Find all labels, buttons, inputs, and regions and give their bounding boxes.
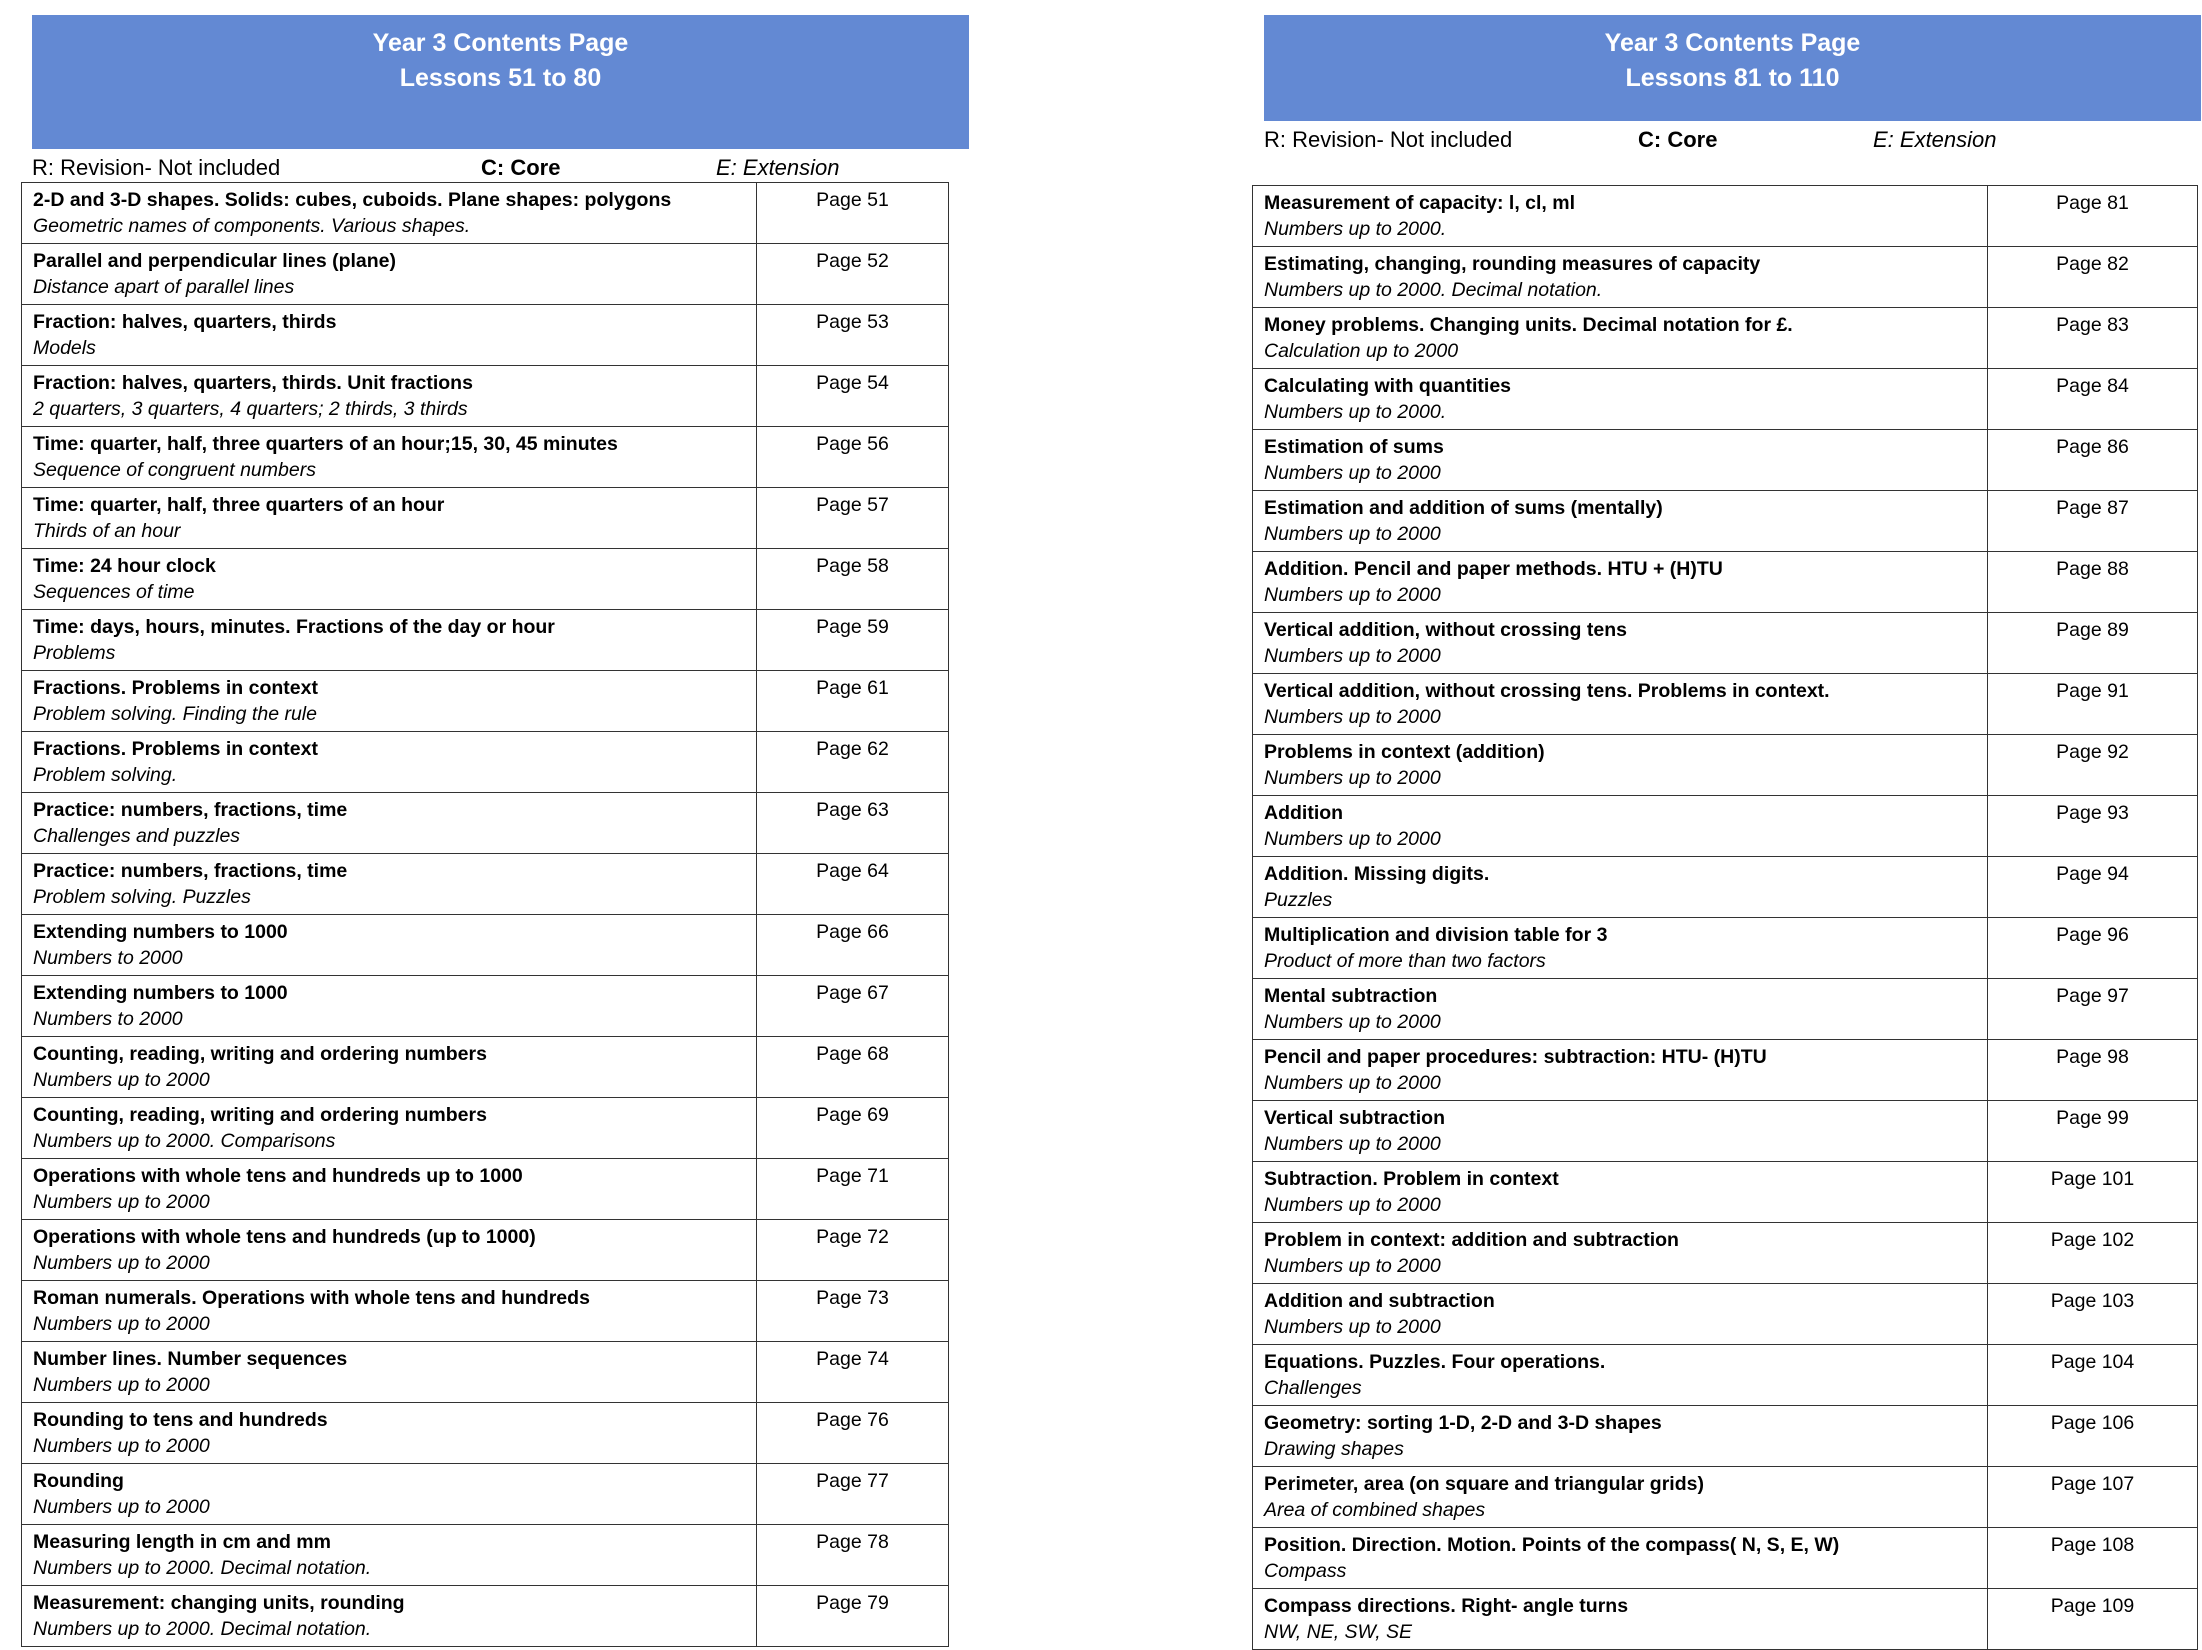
- topic-cell: [22, 305, 757, 366]
- topic-title: Estimation and addition of sums (mentally): [1264, 497, 1663, 519]
- topic-cell: [22, 1220, 757, 1281]
- topic-subtitle: Numbers up to 2000.: [1264, 218, 1447, 240]
- topic-subtitle: Numbers up to 2000: [1264, 523, 1441, 545]
- table-row: [1253, 735, 2198, 796]
- topic-subtitle: Sequences of time: [33, 581, 195, 603]
- page-number: Page 82: [1988, 247, 2198, 308]
- topic-subtitle: Models: [33, 337, 96, 359]
- table-row: [22, 1098, 949, 1159]
- topic-cell: [1253, 186, 1988, 247]
- topic-cell: [1253, 979, 1988, 1040]
- topic-subtitle: Numbers up to 2000: [1264, 645, 1441, 667]
- page-number: Page 84: [1988, 369, 2198, 430]
- table-row: [1253, 430, 2198, 491]
- topic-title: Time: days, hours, minutes. Fractions of the day or hour: [33, 616, 555, 638]
- legend-core: C: Core: [481, 155, 561, 180]
- topic-subtitle: Challenges: [1264, 1377, 1362, 1399]
- topic-cell: [1253, 1589, 1988, 1650]
- page-number: Page 101: [1988, 1162, 2198, 1223]
- page-number: Page 102: [1988, 1223, 2198, 1284]
- page-number: Page 67: [757, 976, 949, 1037]
- table-row: [1253, 247, 2198, 308]
- legend-extension: E: Extension: [716, 155, 840, 180]
- table-row: [22, 1037, 949, 1098]
- topic-cell: [22, 366, 757, 427]
- topic-subtitle: Geometric names of components. Various shapes.: [33, 215, 471, 237]
- topic-cell: [1253, 1223, 1988, 1284]
- table-row: [22, 1220, 949, 1281]
- topic-title: Time: quarter, half, three quarters of an hour: [33, 494, 445, 516]
- page-number: Page 77: [757, 1464, 949, 1525]
- topic-title: Vertical addition, without crossing tens. Problems in context.: [1264, 680, 1830, 702]
- topic-cell: [22, 244, 757, 305]
- page-number: Page 96: [1988, 918, 2198, 979]
- topic-subtitle: Product of more than two factors: [1264, 950, 1546, 972]
- table-row: [22, 1464, 949, 1525]
- table-row: [1253, 1162, 2198, 1223]
- legend-revision: R: Revision- Not included: [1264, 127, 1513, 152]
- topic-title: Addition. Pencil and paper methods. HTU + (H)TU: [1264, 558, 1723, 580]
- page-number: Page 74: [757, 1342, 949, 1403]
- table-row: [22, 1342, 949, 1403]
- topic-subtitle: Numbers up to 2000: [1264, 706, 1441, 728]
- topic-title: Extending numbers to 1000: [33, 921, 288, 943]
- topic-cell: [22, 1037, 757, 1098]
- table-row: [22, 1403, 949, 1464]
- topic-title: Measurement: changing units, rounding: [33, 1592, 405, 1614]
- page-number: Page 78: [757, 1525, 949, 1586]
- table-row: [1253, 979, 2198, 1040]
- topic-subtitle: Distance apart of parallel lines: [33, 276, 295, 298]
- page-number: Page 52: [757, 244, 949, 305]
- topic-subtitle: Challenges and puzzles: [33, 825, 241, 847]
- topic-cell: [1253, 1162, 1988, 1223]
- topic-subtitle: Numbers up to 2000: [1264, 462, 1441, 484]
- page-number: Page 92: [1988, 735, 2198, 796]
- topic-title: Practice: numbers, fractions, time: [33, 860, 348, 882]
- topic-cell: [1253, 552, 1988, 613]
- topic-title: Addition: [1264, 802, 1344, 824]
- topic-subtitle: Problem solving. Puzzles: [33, 886, 251, 908]
- topic-subtitle: Numbers up to 2000: [33, 1374, 210, 1396]
- topic-title: Measurement of capacity: l, cl, ml: [1264, 192, 1576, 214]
- table-row: [22, 427, 949, 488]
- topic-subtitle: Numbers up to 2000. Comparisons: [33, 1130, 336, 1152]
- topic-title: Money problems. Changing units. Decimal notation for £.: [1264, 314, 1793, 336]
- page-number: Page 76: [757, 1403, 949, 1464]
- page-number: Page 56: [757, 427, 949, 488]
- table-row: [22, 183, 949, 244]
- table-row: [22, 1586, 949, 1647]
- table-row: [22, 488, 949, 549]
- topic-subtitle: Numbers up to 2000: [33, 1496, 210, 1518]
- page-number: Page 53: [757, 305, 949, 366]
- topic-cell: [1253, 1284, 1988, 1345]
- topic-cell: [1253, 918, 1988, 979]
- topic-cell: [22, 854, 757, 915]
- page-number: Page 63: [757, 793, 949, 854]
- topic-title: Rounding to tens and hundreds: [33, 1409, 328, 1431]
- legend-revision: R: Revision- Not included: [32, 155, 281, 180]
- topic-title: Multiplication and division table for 3: [1264, 924, 1608, 946]
- topic-subtitle: Numbers up to 2000: [1264, 767, 1441, 789]
- table-row: [1253, 186, 2198, 247]
- topic-cell: [22, 1281, 757, 1342]
- topic-title: Parallel and perpendicular lines (plane): [33, 250, 397, 272]
- table-row: [1253, 1284, 2198, 1345]
- topic-cell: [1253, 1040, 1988, 1101]
- page-number: Page 71: [757, 1159, 949, 1220]
- table-row: [1253, 1345, 2198, 1406]
- left-contents-table: [21, 182, 949, 1647]
- topic-cell: [22, 793, 757, 854]
- topic-title: Rounding: [33, 1470, 124, 1492]
- right-legend: [1264, 126, 2201, 154]
- topic-subtitle: Numbers up to 2000: [1264, 1194, 1441, 1216]
- topic-cell: [22, 1464, 757, 1525]
- topic-subtitle: Sequence of congruent numbers: [33, 459, 316, 481]
- topic-subtitle: Numbers up to 2000: [1264, 1133, 1441, 1155]
- topic-cell: [1253, 796, 1988, 857]
- page-number: Page 59: [757, 610, 949, 671]
- table-row: [22, 549, 949, 610]
- topic-subtitle: Compass: [1264, 1560, 1347, 1582]
- topic-title: Equations. Puzzles. Four operations.: [1264, 1351, 1606, 1373]
- topic-cell: [1253, 1406, 1988, 1467]
- topic-subtitle: Numbers up to 2000.: [1264, 401, 1447, 423]
- page-number: Page 86: [1988, 430, 2198, 491]
- topic-cell: [22, 732, 757, 793]
- topic-cell: [22, 1098, 757, 1159]
- topic-cell: [1253, 491, 1988, 552]
- page-number: Page 99: [1988, 1101, 2198, 1162]
- topic-subtitle: Numbers up to 2000: [1264, 584, 1441, 606]
- left-title: Year 3 Contents Page: [372, 29, 629, 57]
- table-row: [1253, 552, 2198, 613]
- topic-subtitle: Numbers up to 2000: [33, 1435, 210, 1457]
- topic-cell: [1253, 613, 1988, 674]
- page-number: Page 103: [1988, 1284, 2198, 1345]
- topic-subtitle: 2 quarters, 3 quarters, 4 quarters; 2 thirds, 3 thirds: [33, 398, 468, 420]
- topic-cell: [22, 183, 757, 244]
- right-title: Year 3 Contents Page: [1604, 29, 1861, 57]
- topic-subtitle: Numbers to 2000: [33, 947, 183, 969]
- topic-title: Problem in context: addition and subtraction: [1264, 1229, 1679, 1251]
- table-row: [1253, 613, 2198, 674]
- topic-title: Extending numbers to 1000: [33, 982, 288, 1004]
- legend-core: C: Core: [1638, 127, 1718, 152]
- table-row: [22, 976, 949, 1037]
- topic-title: Vertical subtraction: [1264, 1107, 1445, 1129]
- topic-title: Time: 24 hour clock: [33, 555, 216, 577]
- topic-subtitle: Numbers up to 2000. Decimal notation.: [1264, 279, 1603, 301]
- page-number: Page 87: [1988, 491, 2198, 552]
- topic-title: Position. Direction. Motion. Points of the compass( N, S, E, W): [1264, 1534, 1840, 1556]
- topic-cell: [22, 1342, 757, 1403]
- topic-cell: [22, 1403, 757, 1464]
- page-number: Page 88: [1988, 552, 2198, 613]
- topic-cell: [1253, 1467, 1988, 1528]
- page-number: Page 83: [1988, 308, 2198, 369]
- topic-cell: [22, 610, 757, 671]
- topic-title: Measuring length in cm and mm: [33, 1531, 331, 1553]
- table-row: [1253, 1528, 2198, 1589]
- topic-title: Geometry: sorting 1-D, 2-D and 3-D shapes: [1264, 1412, 1662, 1434]
- topic-cell: [22, 976, 757, 1037]
- topic-subtitle: Numbers up to 2000: [1264, 1316, 1441, 1338]
- topic-title: Fractions. Problems in context: [33, 677, 318, 699]
- topic-title: Roman numerals. Operations with whole tens and hundreds: [33, 1287, 590, 1309]
- topic-cell: [1253, 1345, 1988, 1406]
- topic-title: Compass directions. Right- angle turns: [1264, 1595, 1629, 1617]
- table-row: [22, 732, 949, 793]
- topic-cell: [22, 915, 757, 976]
- topic-subtitle: Numbers up to 2000. Decimal notation.: [33, 1557, 372, 1579]
- table-row: [1253, 857, 2198, 918]
- topic-subtitle: Puzzles: [1264, 889, 1333, 911]
- topic-cell: [1253, 430, 1988, 491]
- topic-subtitle: Numbers to 2000: [33, 1008, 183, 1030]
- table-row: [22, 610, 949, 671]
- table-row: [1253, 1101, 2198, 1162]
- topic-title: Perimeter, area (on square and triangular grids): [1264, 1473, 1704, 1495]
- topic-title: Fraction: halves, quarters, thirds: [33, 311, 337, 333]
- page-number: Page 54: [757, 366, 949, 427]
- topic-subtitle: Problem solving. Finding the rule: [33, 703, 317, 725]
- topic-cell: [1253, 674, 1988, 735]
- table-row: [22, 793, 949, 854]
- topic-cell: [1253, 1101, 1988, 1162]
- topic-cell: [22, 1159, 757, 1220]
- page-number: Page 58: [757, 549, 949, 610]
- topic-title: Fraction: halves, quarters, thirds. Unit fractions: [33, 372, 473, 394]
- table-row: [1253, 308, 2198, 369]
- topic-subtitle: Calculation up to 2000: [1264, 340, 1459, 362]
- table-row: [22, 915, 949, 976]
- topic-title: Vertical addition, without crossing tens: [1264, 619, 1627, 641]
- topic-subtitle: Numbers up to 2000: [33, 1069, 210, 1091]
- topic-title: Pencil and paper procedures: subtraction: HTU- (H)TU: [1264, 1046, 1767, 1068]
- page-number: Page 89: [1988, 613, 2198, 674]
- topic-cell: [22, 488, 757, 549]
- table-row: [1253, 918, 2198, 979]
- topic-cell: [1253, 857, 1988, 918]
- topic-title: Addition and subtraction: [1264, 1290, 1495, 1312]
- topic-cell: [1253, 735, 1988, 796]
- topic-subtitle: Area of combined shapes: [1264, 1499, 1486, 1521]
- table-row: [22, 244, 949, 305]
- page-number: Page 91: [1988, 674, 2198, 735]
- page-number: Page 69: [757, 1098, 949, 1159]
- table-row: [22, 671, 949, 732]
- page-number: Page 61: [757, 671, 949, 732]
- topic-subtitle: Thirds of an hour: [33, 520, 181, 542]
- topic-title: Subtraction. Problem in context: [1264, 1168, 1559, 1190]
- table-row: [1253, 1406, 2198, 1467]
- page-number: Page 51: [757, 183, 949, 244]
- topic-title: Fractions. Problems in context: [33, 738, 318, 760]
- table-row: [1253, 1467, 2198, 1528]
- topic-cell: [1253, 1528, 1988, 1589]
- page-number: Page 72: [757, 1220, 949, 1281]
- page-number: Page 98: [1988, 1040, 2198, 1101]
- page-number: Page 81: [1988, 186, 2198, 247]
- topic-title: Operations with whole tens and hundreds up to 1000: [33, 1165, 523, 1187]
- right-header: [1264, 15, 2201, 121]
- topic-cell: [22, 1586, 757, 1647]
- table-row: [1253, 796, 2198, 857]
- topic-title: Problems in context (addition): [1264, 741, 1545, 763]
- topic-title: Time: quarter, half, three quarters of an hour;15, 30, 45 minutes: [33, 433, 618, 455]
- right-contents-table: [1252, 185, 2198, 1650]
- page-number: Page 64: [757, 854, 949, 915]
- page-number: Page 106: [1988, 1406, 2198, 1467]
- table-row: [22, 1159, 949, 1220]
- table-row: [22, 305, 949, 366]
- page-number: Page 108: [1988, 1528, 2198, 1589]
- topic-cell: [22, 671, 757, 732]
- table-row: [22, 1525, 949, 1586]
- legend-extension: E: Extension: [1873, 127, 1997, 152]
- page-number: Page 97: [1988, 979, 2198, 1040]
- page-number: Page 62: [757, 732, 949, 793]
- topic-cell: [22, 549, 757, 610]
- table-row: [1253, 1223, 2198, 1284]
- page-number: Page 109: [1988, 1589, 2198, 1650]
- left-lessons-range: Lessons 51 to 80: [399, 64, 602, 92]
- page-number: Page 107: [1988, 1467, 2198, 1528]
- topic-title: Number lines. Number sequences: [33, 1348, 348, 1370]
- page-number: Page 57: [757, 488, 949, 549]
- left-legend: [32, 154, 969, 182]
- topic-cell: [1253, 308, 1988, 369]
- page-number: Page 94: [1988, 857, 2198, 918]
- table-row: [1253, 491, 2198, 552]
- topic-title: Counting, reading, writing and ordering numbers: [33, 1043, 487, 1065]
- left-header: [32, 15, 969, 149]
- page-number: Page 66: [757, 915, 949, 976]
- topic-title: Mental subtraction: [1264, 985, 1438, 1007]
- topic-title: Practice: numbers, fractions, time: [33, 799, 348, 821]
- topic-subtitle: Numbers up to 2000: [33, 1252, 210, 1274]
- table-row: [22, 1281, 949, 1342]
- page-number: Page 68: [757, 1037, 949, 1098]
- table-row: [1253, 674, 2198, 735]
- topic-cell: [1253, 369, 1988, 430]
- right-lessons-range: Lessons 81 to 110: [1625, 64, 1840, 92]
- topic-subtitle: Problems: [33, 642, 116, 664]
- topic-cell: [22, 427, 757, 488]
- topic-subtitle: Drawing shapes: [1264, 1438, 1404, 1460]
- table-row: [22, 366, 949, 427]
- topic-subtitle: Numbers up to 2000: [1264, 1072, 1441, 1094]
- table-row: [1253, 1589, 2198, 1650]
- topic-subtitle: Numbers up to 2000: [33, 1191, 210, 1213]
- topic-subtitle: Numbers up to 2000. Decimal notation.: [33, 1618, 372, 1640]
- topic-cell: [1253, 247, 1988, 308]
- topic-subtitle: NW, NE, SW, SE: [1264, 1621, 1413, 1643]
- topic-subtitle: Numbers up to 2000: [33, 1313, 210, 1335]
- topic-subtitle: Numbers up to 2000: [1264, 1011, 1441, 1033]
- topic-title: 2-D and 3-D shapes. Solids: cubes, cuboids. Plane shapes: polygons: [33, 189, 672, 211]
- table-row: [22, 854, 949, 915]
- page-number: Page 79: [757, 1586, 949, 1647]
- table-row: [1253, 369, 2198, 430]
- page-number: Page 104: [1988, 1345, 2198, 1406]
- topic-title: Estimation of sums: [1264, 436, 1444, 458]
- topic-title: Estimating, changing, rounding measures of capacity: [1264, 253, 1761, 275]
- table-row: [1253, 1040, 2198, 1101]
- topic-subtitle: Numbers up to 2000: [1264, 1255, 1441, 1277]
- topic-subtitle: Problem solving.: [33, 764, 178, 786]
- page-number: Page 93: [1988, 796, 2198, 857]
- topic-title: Calculating with quantities: [1264, 375, 1512, 397]
- page-number: Page 73: [757, 1281, 949, 1342]
- topic-title: Operations with whole tens and hundreds (up to 1000): [33, 1226, 536, 1248]
- topic-title: Counting, reading, writing and ordering numbers: [33, 1104, 487, 1126]
- topic-cell: [22, 1525, 757, 1586]
- topic-title: Addition. Missing digits.: [1264, 863, 1490, 885]
- topic-subtitle: Numbers up to 2000: [1264, 828, 1441, 850]
